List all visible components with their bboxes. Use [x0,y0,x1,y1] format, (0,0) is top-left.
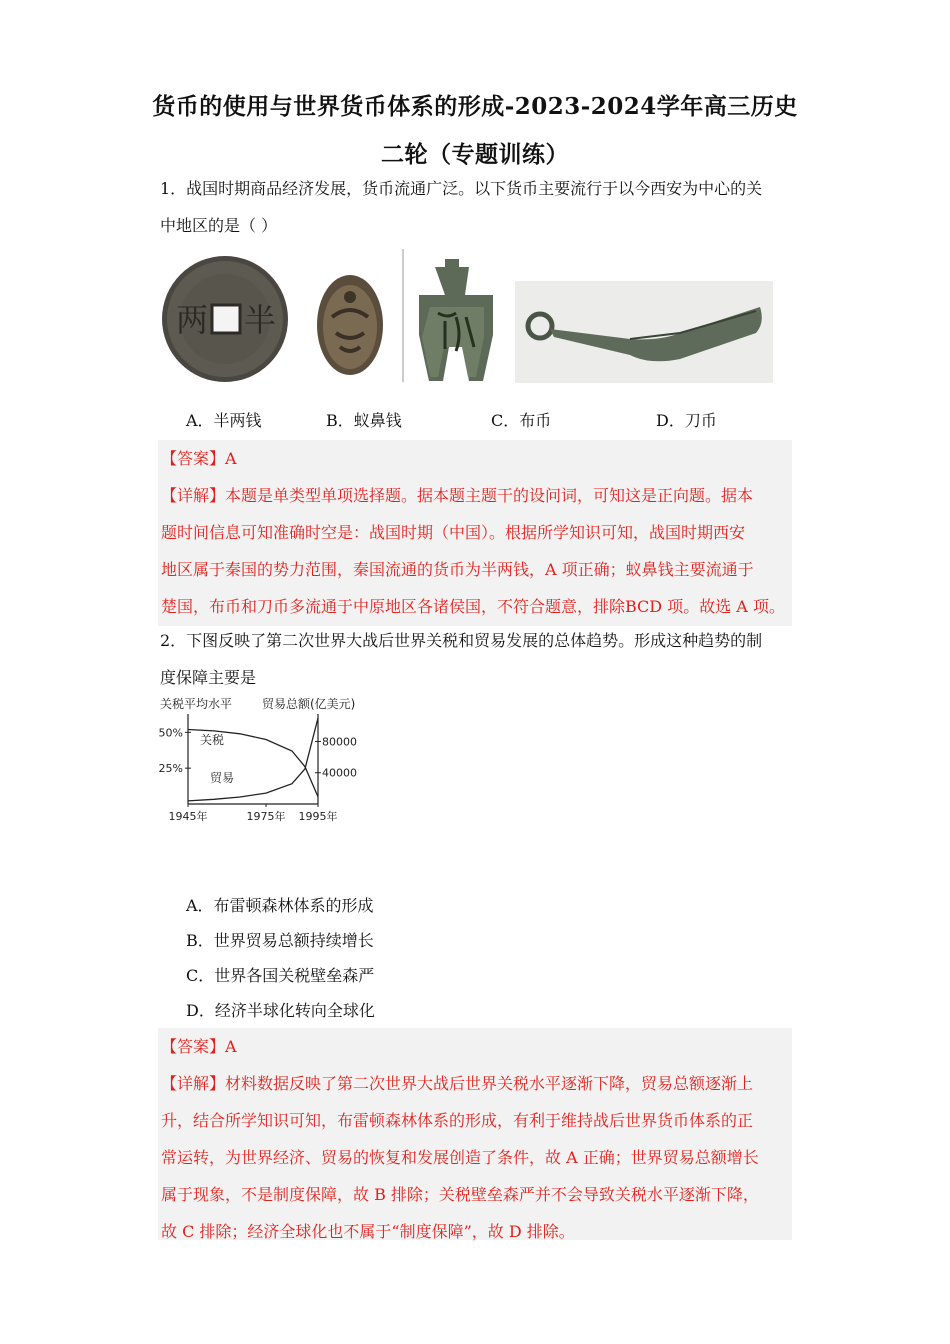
right-tick-label: 40000 [322,766,357,780]
q1-answer-box [158,440,792,626]
series-label-tariff: 关税 [200,733,225,747]
q1-option-b[interactable]: B．蚁鼻钱 [326,411,402,430]
q2-detail-line: 【详解】材料数据反映了第二次世界大战后世界关税水平逐渐下降，贸易总额逐渐上 [161,1074,754,1093]
right-tick-label: 80000 [322,735,357,749]
q2-detail-line: 故 C 排除；经济全球化也不属于“制度保障”，故 D 排除。 [161,1222,575,1241]
ban-liang-glyph-right: 半 [243,301,277,339]
q1-stem-line1: 1．战国时期商品经济发展，货币流通广泛。以下货币主要流行于以今西安为中心的关 [160,179,763,198]
x-tick-label: 1945年 [168,810,208,823]
ant-nose-coin-icon [317,275,383,375]
q2-detail-line: 属于现象，不是制度保障，故 B 排除；关税壁垒森严并不会导致关税水平逐渐下降， [161,1185,759,1204]
knife-coin-icon [515,281,773,383]
q1-option-d[interactable]: D．刀币 [656,411,717,430]
q2-stem-line1: 2．下图反映了第二次世界大战后世界关税和贸易发展的总体趋势。形成这种趋势的制 [160,631,763,650]
q1-options [186,408,786,434]
document-title-line1: 货币的使用与世界货币体系的形成-2023-2024学年高三历史 [152,93,798,120]
q1-detail-line: 地区属于秦国的势力范围，秦国流通的货币为半两钱，A 项正确；蚁鼻钱主要流通于 [161,560,754,579]
q2-stem-line2: 度保障主要是 [160,668,257,687]
tariff-trade-chart [158,692,368,828]
ban-liang-coin-icon [162,256,288,382]
q1-stem [160,170,792,244]
q1-option-c[interactable]: C．布币 [491,411,552,430]
spade-coin-icon [419,259,493,381]
right-axis-title: 贸易总额(亿美元) [262,697,356,711]
q2-option-d[interactable]: D．经济半球化转向全球化 [186,1001,375,1020]
x-tick-label: 1995年 [298,810,338,823]
ban-liang-glyph-left: 两 [175,301,209,339]
left-tick-label: 25% [158,762,183,776]
q1-answer: 【答案】A [161,449,237,468]
series-label-trade: 贸易 [210,771,235,785]
left-axis-title: 关税平均水平 [160,697,233,711]
q2-detail-line: 升，结合所学知识可知，布雷顿森林体系的形成，有利于维持战后世界货币体系的正 [161,1111,754,1130]
q1-detail-line: 题时间信息可知准确时空是：战国时期（中国）。根据所学知识可知，战国时期西安 [161,523,746,542]
q2-option-a[interactable]: A．布雷顿森林体系的形成 [186,896,374,915]
q1-detail-line: 楚国，布币和刀币多流通于中原地区各诸侯国，不符合题意，排除BCD 项。故选 A 项。 [161,597,785,616]
q2-detail-line: 常运转，为世界经济、贸易的恢复和发展创造了条件，故 A 正确；世界贸易总额增长 [161,1148,759,1167]
document-title-line2: 二轮（专题训练） [381,141,569,168]
q2-answer: 【答案】A [161,1037,237,1056]
q2-option-c[interactable]: C．世界各国关税壁垒森严 [186,966,375,985]
q2-answer-box [158,1028,792,1240]
left-tick-label: 50% [158,726,183,740]
q1-stem-line2: 中地区的是（ ） [160,216,278,235]
q1-coin-images [160,247,775,387]
q2-stem [160,622,792,696]
q1-option-a[interactable]: A．半两钱 [186,411,262,430]
x-tick-label: 1975年 [246,810,286,823]
q2-option-b[interactable]: B．世界贸易总额持续增长 [186,931,374,950]
q1-detail-line: 【详解】本题是单类型单项选择题。据本题主题干的设问词，可知这是正向题。据本 [161,486,754,505]
